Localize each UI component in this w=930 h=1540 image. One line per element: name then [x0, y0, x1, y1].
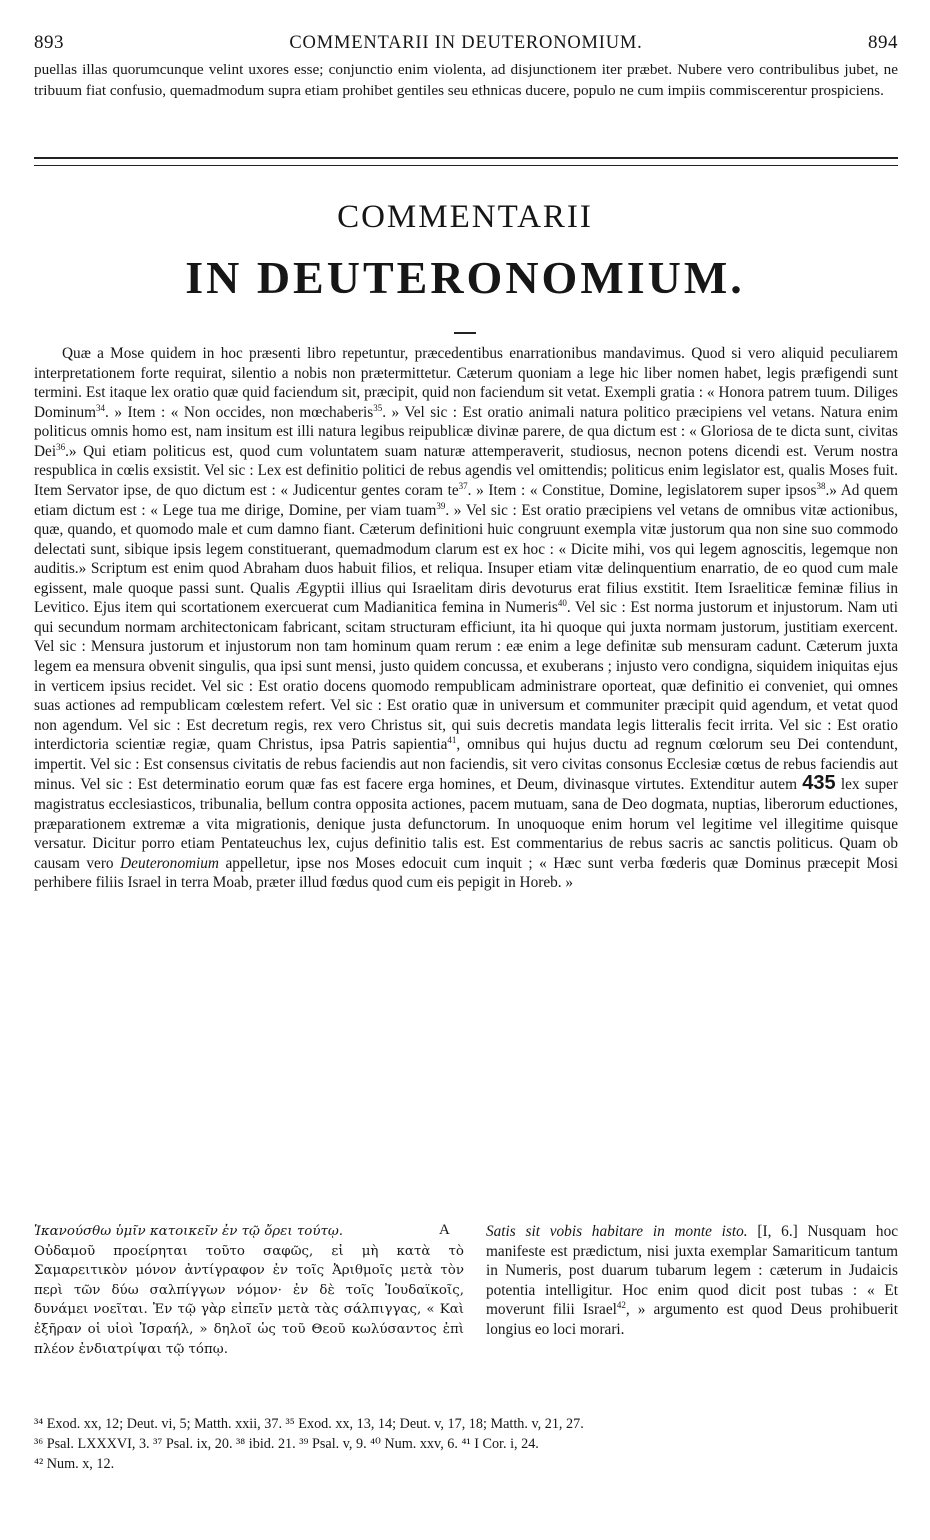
intro-text: puellas illas quorumcunque velint uxores esse; conjunctio enim violenta, ad disjunctionem iter præbet. Nubere vero contribulibus jubet, ne tribuum fiat confusio, quemadmodum supra etiam prohibet gentiles seu ethnicas ducere, populo ne cum impiis commiscerentur prospiciens. [34, 61, 898, 99]
latin-column [486, 1222, 898, 1340]
parallel-columns [34, 1222, 898, 1412]
text-run: . » Item : « Constitue, Domine, legislatorem super ipsos [467, 481, 817, 499]
main-title-line-1: COMMENTARII [337, 199, 593, 235]
text-run: .» Ad quem etiam dictum est : « Lege tua me dirige, Domine, per viam tuam [34, 481, 898, 519]
greek-lemma: Ἱκανούσθω ὑμῖν κατοικεῖν ἐν τῷ ὄρει τούτῳ. [34, 1224, 344, 1239]
text-run: Quæ a Mose quidem in hoc præsenti libro repetuntur, præcedentibus enarrationibus mandavimus. Quod si vero aliquid peculiarem interpretationem forte requirat, silentio a nobis non prætermittetur. Cæterum quoniam a lege hic liber nomen habet, legis præfigendi sunt termini. Est itaque lex oratio quæ quid faciendum sit, præcipit, quid non faciendum sit vetat. Exempli gratia : « Honora patrem tuum. Diliges Dominum [34, 345, 898, 421]
commentary-body [34, 344, 898, 893]
footnote-ref: 42 [616, 1300, 626, 1311]
footnote-ref: 40 [557, 598, 567, 609]
double-rule-divider [34, 157, 898, 166]
footnote-ref: 37 [458, 480, 468, 491]
running-title: COMMENTARII IN DEUTERONOMIUM. [289, 33, 643, 53]
footnote-ref: 41 [447, 735, 457, 746]
emphasis-deuteronomium: Deuteronomium [120, 854, 219, 872]
page-number-left: 893 [34, 32, 64, 53]
column-marker-a: A [439, 1222, 450, 1238]
main-title-line-2: IN DEUTERONOMIUM. [185, 252, 745, 303]
text-run: . Vel sic : Est norma justorum et injustorum. Nam uti qui secundum normam architectonicam fabricant, scitam structuram efficiunt, ita hi quoque qui juxta normam justorum, justitiam exercent. Vel sic : Mensura justorum et injustorum non tam hominum quam rerum : eæ enim a lege definitæ sub mensuram cadunt. Cæterum juxta legem ea mensura obvenit singulis, qua ipsi sunt mensi, justo quidem concussa, et exuberans ; injusto vero condigna, siquidem iniquitas ejus in verticem ipsius recidet. Vel sic : Est oratio docens quomodo rempublicam administrare oporteat, quæ definitio ei conveniet, qui omnes suas actiones ad rempublicam cœlestem refert. Vel sic : Est oratio quæ in universum et communiter præcipit quid agendum, et vetat quod non agendum. Vel sic : Est decretum regis, rex vero Christus sit, qui suis decretis mandata legis litteralis fecit irrita. Vel sic : Est oratio interdictoria scientiæ regiæ, quam Christus, ipsa Patris sapientia [34, 599, 898, 754]
greek-paragraph [34, 1222, 464, 1359]
footnote-ref: 35 [373, 402, 383, 413]
latin-paragraph [486, 1222, 898, 1340]
page-number-right: 894 [868, 32, 898, 53]
footnote-line: ³⁴ Exod. xx, 12; Deut. vi, 5; Matth. xxii, 37. ³⁵ Exod. xx, 13, 14; Deut. v, 17, 18; Matth. v, 21, 27. [34, 1416, 584, 1432]
footnote-line: ³⁶ Psal. LXXXVI, 3. ³⁷ Psal. ix, 20. ³⁸ ibid. 21. ³⁹ Psal. v, 9. ⁴⁰ Num. xxv, 6. ⁴¹ I Cor. i, 24. [34, 1436, 539, 1452]
text-run: .» Qui etiam politicus est, quod cum voluntatem suam naturæ attemperaverit, studiosus, necnon potens dicendi est. Verum nostra respublica in cœlis exsistit. Vel sic : Lex est definitio politici de rebus agendis vel omittendis; politicus enim legislator est, qualis Moses fuit. Item Servator ipse, de quo dictum est : « Judicentur gentes coram te [34, 442, 898, 499]
greek-column [34, 1222, 464, 1359]
title-dash-divider [454, 332, 476, 334]
text-run: . » Item : « Non occides, non mœchaberis [105, 403, 374, 421]
intro-paragraph [34, 60, 898, 101]
footnote-ref: 36 [56, 441, 66, 452]
body-paragraph [34, 344, 898, 893]
latin-text: Nusquam hoc manifeste est prædictum, nisi juxta exemplar Samariticum tantum in Numeris, post duarum tubarum legem : cæterum in Judaicis potentia intelligitur. Hoc enim quod dicit post tubas : « Et moverunt filii Israel [486, 1223, 899, 1319]
footnote-ref: 34 [96, 402, 106, 413]
running-header [34, 32, 898, 58]
latin-text: , » argumento est quod Deus prohibuerit longius eo loci morari. [486, 1301, 898, 1338]
latin-lemma: Satis sit vobis habitare in monte isto. [486, 1223, 748, 1240]
footnote-ref: 38 [816, 480, 826, 491]
footnote-line: ⁴² Num. x, 12. [34, 1456, 115, 1472]
footnote-ref: 39 [436, 500, 446, 511]
text-run: lex super magistratus ecclesiasticos, tribunalia, bellum contra opposita actiones, pacem mutuam, sana de Deo dogmata, nuptias, liberorum eductiones, præparationem extremæ a vita migrationis, denique justa defunctorum. In unoquoque enim horum vel legitime vel illegitime quisque versatur. Dicitur porro etiam Pentateuchus lex, cujus definitio talis est. Est commentarius de rebus sacris ac sanctis politicus. Quam ob causam vero [34, 776, 898, 872]
footnotes [34, 1414, 898, 1474]
column-number: 435 [802, 772, 836, 795]
greek-text: Οὐδαμοῦ προείρηται τοῦτο σαφῶς, εἰ μὴ κατὰ τὸ Σαμαρειτικὸν μόνον ἀντίγραφον ἐν τοῖς Ἀριθμοῖς μετὰ τὸν περὶ τῶν δύω σαλπίγγων νόμον· ἐν δὲ τοῖς Ἰουδαϊκοῖς, δυνάμει νοεῖται. Ἐν τῷ γὰρ εἰπεῖν μετὰ τὰς σάλπιγγας, « Καὶ ἐξῆραν οἱ υἱοὶ Ἰσραήλ, » δηλοῖ ὡς τοῦ Θεοῦ κωλύσαντος ἐπὶ πλέον ἐνδιατρίψαι τῷ τόπῳ. [34, 1243, 464, 1357]
verse-reference: [I, 6.] [757, 1223, 798, 1240]
text-run: . » Vel sic : Est oratio præcipiens vel vetans de omnibus vitæ actionibus, quæ, quando, et quomodo male et cum damno fiant. Cæterum definitioni huic congruunt exempla vitæ justorum qua non sine suo commodo delectati sunt, sibique ipsis legem constituerant, quemadmodum clarum est ex hoc : « Dicite mihi, vos qui legem agnoscitis, legemque non auditis.» Scriptum est enim quod Abraham duos habuit filios, et reliqua. Insuper etiam vitæ delinquentium enarratio, de eo quod cum male egissent, male quoque passi sunt. Qualis Ægyptii illius qui Israelitam diris devoturus erat filius exstitit. Item Israeliticæ feminæ filius in Levitico. Ejus item qui scortationem exercuerat cum Madianitica femina in Numeris [34, 501, 898, 617]
text-run: appelletur, ipse nos Moses edocuit cum inquit ; « Hæc sunt verba fœderis quæ Dominus præcepit Mosi perhibere filiis Israel in terra Moab, præter illud fœdus quod cum eis pepigit in Horeb. » [34, 854, 899, 892]
text-run: , omnibus qui hujus ductu ad regnum cœlorum seu Dei contendunt, impertit. Vel sic : Est consensus civitatis de rebus faciendis aut non faciendis, sit vero civitas consonus Ecclesiæ cœtus de rebus faciendis aut minus. Vel sic : Est determinatio eorum quæ fas est facere erga homines, et Deum, divinasque virtutes. Extenditur autem [34, 736, 899, 794]
text-run: . » Vel sic : Est oratio animali natura politico præcipiens vel vetans. Natura enim politicus omnis homo est, nam insitum est illi natura legibus reipublicæ divinæ parere, de qua dictum est : « Gloriosa de te dicta sunt, civitas Dei [34, 403, 898, 460]
